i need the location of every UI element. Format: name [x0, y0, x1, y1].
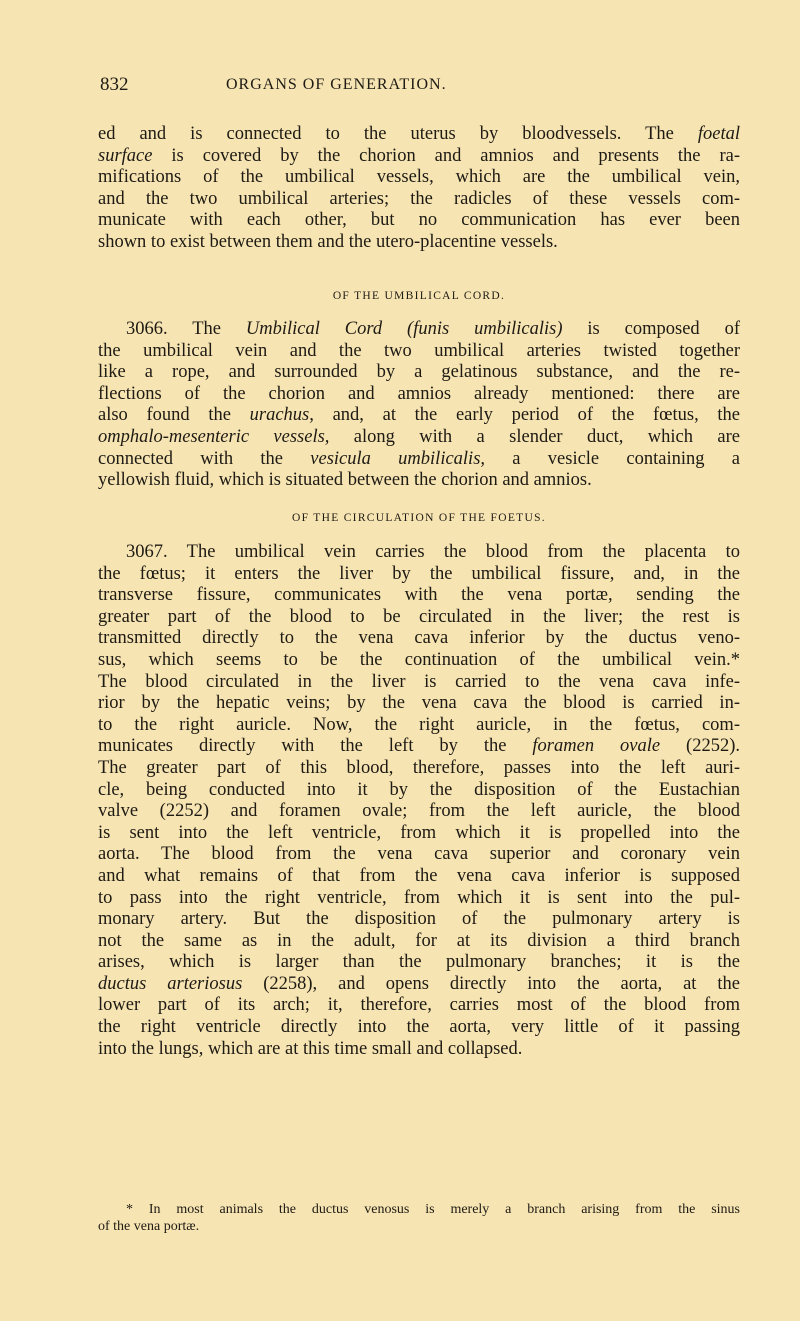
text-run: aorta. The blood from the vena cava superior and coronary vein — [98, 844, 740, 865]
text-run: the umbilical vein and the two umbilical arteries twisted together — [98, 340, 740, 361]
paragraph-3066 — [98, 319, 740, 492]
italic-text: surface — [98, 145, 153, 166]
text-run: mifications of the umbilical vessels, which are the umbilical vein, — [98, 167, 740, 188]
text-line — [98, 189, 740, 211]
text-run: cle, being conducted into it by the disposition of the Eustachian — [98, 779, 740, 800]
paragraph-intro — [98, 124, 740, 254]
text-line — [98, 146, 740, 168]
text-run: and what remains of that from the vena cava inferior is supposed — [98, 865, 740, 886]
text-line — [98, 585, 740, 607]
text-line — [98, 736, 740, 758]
text-line — [98, 564, 740, 586]
text-line — [98, 823, 740, 845]
text-run: yellowish fluid, which is situated between the chorion and amnios. — [98, 470, 592, 491]
italic-text: omphalo-mesenteric vessels, — [98, 426, 330, 447]
text-line — [98, 1218, 740, 1235]
italic-text: foramen ovale — [532, 736, 661, 757]
text-run: is composed of — [562, 319, 740, 339]
text-line — [98, 319, 740, 341]
text-run: a vesicle containing a — [485, 448, 740, 469]
text-run: connected with the — [98, 448, 311, 469]
text-line — [98, 384, 740, 406]
text-run: 3066. The — [126, 319, 246, 339]
text-run: greater part of the blood to be circulated in the liver; the rest is — [98, 606, 740, 627]
text-line — [98, 866, 740, 888]
text-line — [98, 672, 740, 694]
text-run: The blood circulated in the liver is carried to the vena cava infe- — [98, 671, 740, 692]
italic-text: Umbilical Cord (funis umbilicalis) — [245, 319, 563, 339]
text-line — [98, 341, 740, 363]
text-run: into the lungs, which are at this time small and collapsed. — [98, 1038, 523, 1059]
text-line — [98, 1039, 740, 1061]
text-run: shown to exist between them and the utero-placentine vessels. — [98, 231, 558, 252]
italic-text: ductus arteriosus — [98, 973, 243, 994]
text-line — [98, 909, 740, 931]
text-run: sus, which seems to be the continuation of the umbilical vein.* — [98, 649, 740, 670]
text-line — [98, 974, 740, 996]
page-number: 832 — [100, 74, 129, 95]
text-run: 3067. The umbilical vein carries the blood from the placenta to — [126, 542, 740, 562]
text-run: ed and is connected to the uterus by bloodvessels. The — [98, 124, 698, 144]
text-run: flections of the chorion and amnios already mentioned: there are — [98, 383, 740, 404]
text-line — [98, 124, 740, 146]
text-line — [98, 628, 740, 650]
text-run: to the right auricle. Now, the right auricle, in the fœtus, com- — [98, 714, 740, 735]
footnote — [98, 1201, 740, 1235]
text-line — [98, 780, 740, 802]
text-line — [98, 427, 740, 449]
text-run: not the same as in the adult, for at its division a third branch — [98, 930, 740, 951]
text-line — [98, 167, 740, 189]
text-run: is sent into the left ventricle, from which it is propelled into the — [98, 822, 740, 843]
text-line — [98, 844, 740, 866]
paragraph-3067 — [98, 542, 740, 1060]
text-line — [98, 693, 740, 715]
text-line — [98, 232, 740, 254]
text-line — [98, 470, 740, 492]
text-line — [98, 1017, 740, 1039]
text-run: rior by the hepatic veins; by the vena cava the blood is carried in- — [98, 693, 740, 714]
text-line — [98, 405, 740, 427]
text-run: * In most animals the ductus venosus is merely a branch arising from the sinus — [126, 1202, 740, 1217]
text-line — [98, 888, 740, 910]
text-line — [98, 715, 740, 737]
running-title: ORGANS OF GENERATION. — [226, 76, 447, 93]
text-run: (2252). — [660, 736, 741, 757]
text-run: the right ventricle directly into the aorta, very little of it passing — [98, 1017, 740, 1038]
text-line — [98, 995, 740, 1017]
italic-text: foetal — [697, 124, 740, 144]
text-line — [98, 210, 740, 232]
text-run: transmitted directly to the vena cava inferior by the ductus veno- — [98, 628, 740, 649]
text-line — [98, 362, 740, 384]
text-run: valve (2252) and foramen ovale; from the left auricle, the blood — [98, 801, 740, 822]
text-run: like a rope, and surrounded by a gelatinous substance, and the re- — [98, 362, 740, 383]
text-line — [98, 758, 740, 780]
text-run: and the two umbilical arteries; the radicles of these vessels com- — [98, 188, 740, 209]
text-line — [98, 607, 740, 629]
text-run: also found the — [98, 405, 250, 426]
italic-text: urachus, — [249, 405, 314, 426]
text-run: monary artery. But the disposition of the pulmonary artery is — [98, 909, 740, 930]
text-run: to pass into the right ventricle, from which it is sent into the pul- — [98, 887, 740, 908]
page-header — [98, 74, 740, 98]
text-run: of the vena portæ. — [98, 1219, 200, 1234]
text-line — [98, 542, 740, 564]
text-line — [98, 952, 740, 974]
text-run: municate with each other, but no communication has ever been — [98, 210, 740, 231]
text-line — [98, 1201, 740, 1218]
text-run: (2258), and opens directly into the aorta, at the — [242, 973, 740, 994]
text-line — [98, 801, 740, 823]
text-run: the fœtus; it enters the liver by the umbilical fissure, and, in the — [98, 563, 740, 584]
text-line — [98, 931, 740, 953]
text-run: municates directly with the left by the — [98, 736, 533, 757]
section-heading-circulation: OF THE CIRCULATION OF THE FOETUS. — [292, 512, 546, 524]
text-line — [98, 650, 740, 672]
text-run: transverse fissure, communicates with the vena portæ, sending the — [98, 585, 740, 606]
text-run: is covered by the chorion and amnios and presents the ra- — [152, 145, 740, 166]
section-heading-umbilical-cord: OF THE UMBILICAL CORD. — [332, 290, 506, 302]
text-run: along with a slender duct, which are — [329, 426, 740, 447]
italic-text: vesicula umbilicalis, — [310, 448, 486, 469]
text-run: lower part of its arch; it, therefore, carries most of the blood from — [98, 995, 740, 1016]
text-line — [98, 449, 740, 471]
text-run: The greater part of this blood, therefore, passes into the left auri- — [98, 757, 740, 778]
text-run: and, at the early period of the fœtus, the — [313, 405, 740, 426]
text-run: arises, which is larger than the pulmonary branches; it is the — [98, 952, 740, 973]
